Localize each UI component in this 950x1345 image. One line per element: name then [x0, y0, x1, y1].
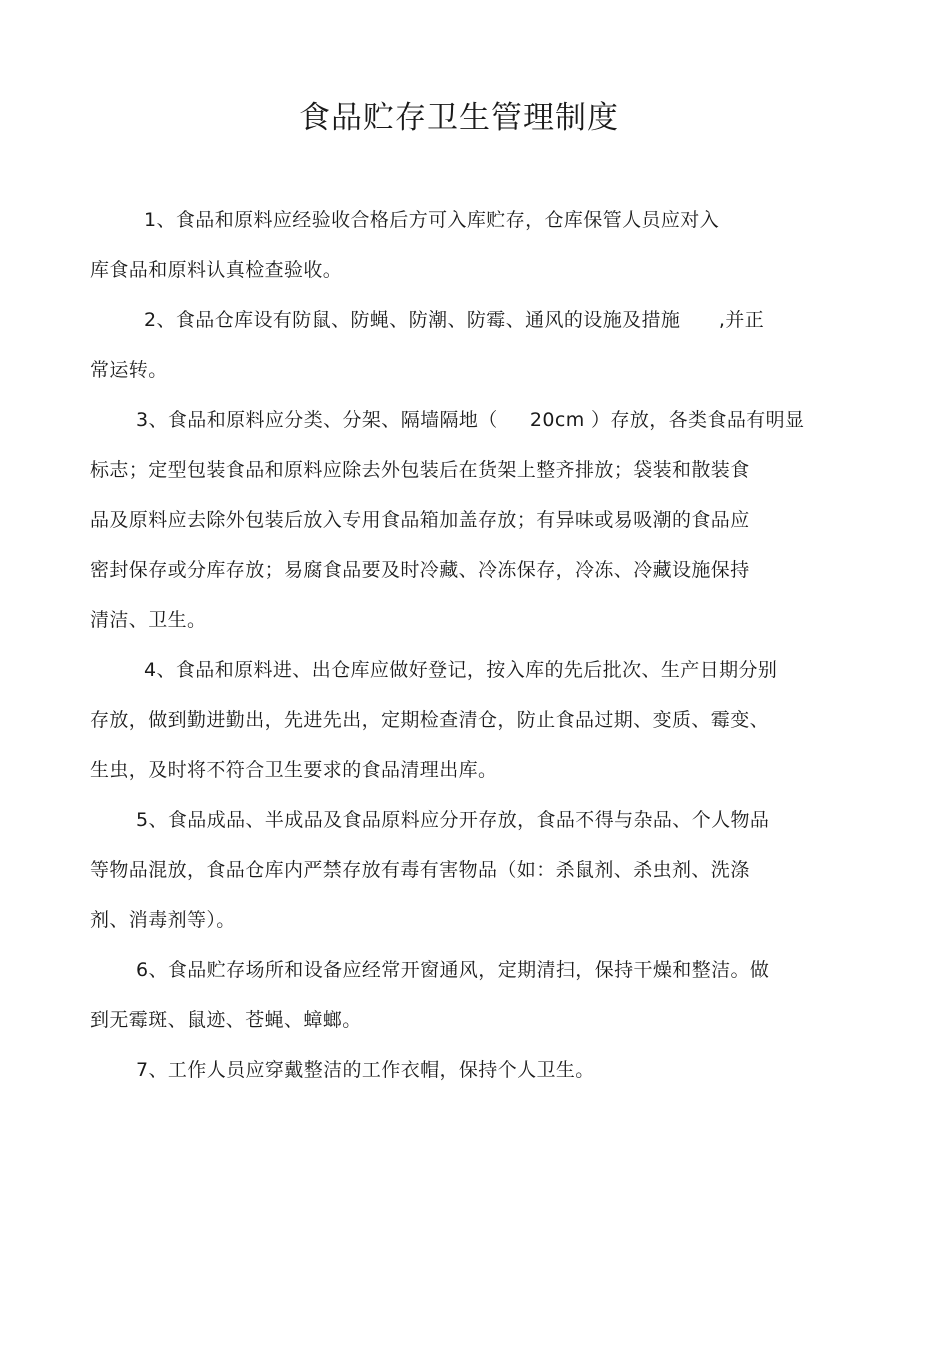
rule-1-line-2: 库食品和原料认真检查验收。: [90, 259, 343, 281]
rule-3-line-4: 密封保存或分库存放；易腐食品要及时冷藏、冷冻保存，冷冻、冷藏设施保持: [90, 559, 750, 581]
rule-3-line-1: 3、食品和原料应分类、分架、隔墙隔地（ 20cm ）存放，各类食品有明显: [136, 409, 805, 431]
rule-6-line-1: 6、食品贮存场所和设备应经常开窗通风，定期清扫，保持干燥和整洁。做: [136, 959, 770, 981]
document-title: 食品贮存卫生管理制度: [299, 100, 619, 136]
rule-4-line-3: 生虫，及时将不符合卫生要求的食品清理出库。: [90, 759, 498, 781]
rule-5-line-3: 剂、消毒剂等）。: [90, 909, 236, 931]
rule-2-line-2: 常运转。: [90, 359, 168, 381]
rule-4-line-2: 存放，做到勤进勤出，先进先出，定期检查清仓，防止食品过期、变质、霉变、: [90, 709, 770, 731]
rule-5-line-1: 5、食品成品、半成品及食品原料应分开存放，食品不得与杂品、个人物品: [136, 809, 770, 831]
rule-4-line-1: 4、食品和原料进、出仓库应做好登记，按入库的先后批次、生产日期分别: [144, 659, 778, 681]
rule-2-line-1: 2、食品仓库设有防鼠、防蝇、防潮、防霉、通风的设施及措施 ,并正: [144, 309, 765, 331]
rule-5-line-2: 等物品混放，食品仓库内严禁存放有毒有害物品（如：杀鼠剂、杀虫剂、洗涤: [90, 859, 750, 881]
rule-1-line-1: 1、食品和原料应经验收合格后方可入库贮存，仓库保管人员应对入: [144, 209, 720, 231]
rule-7-line-1: 7、工作人员应穿戴整洁的工作衣帽，保持个人卫生。: [136, 1059, 595, 1081]
rule-3-line-3: 品及原料应去除外包装后放入专用食品箱加盖存放；有异味或易吸潮的食品应: [90, 509, 750, 531]
rule-3-line-5: 清洁、卫生。: [90, 609, 207, 631]
rule-3-line-2: 标志；定型包装食品和原料应除去外包装后在货架上整齐排放；袋装和散装食: [90, 459, 750, 481]
rule-6-line-2: 到无霉斑、鼠迹、苍蝇、蟑螂。: [90, 1009, 362, 1031]
